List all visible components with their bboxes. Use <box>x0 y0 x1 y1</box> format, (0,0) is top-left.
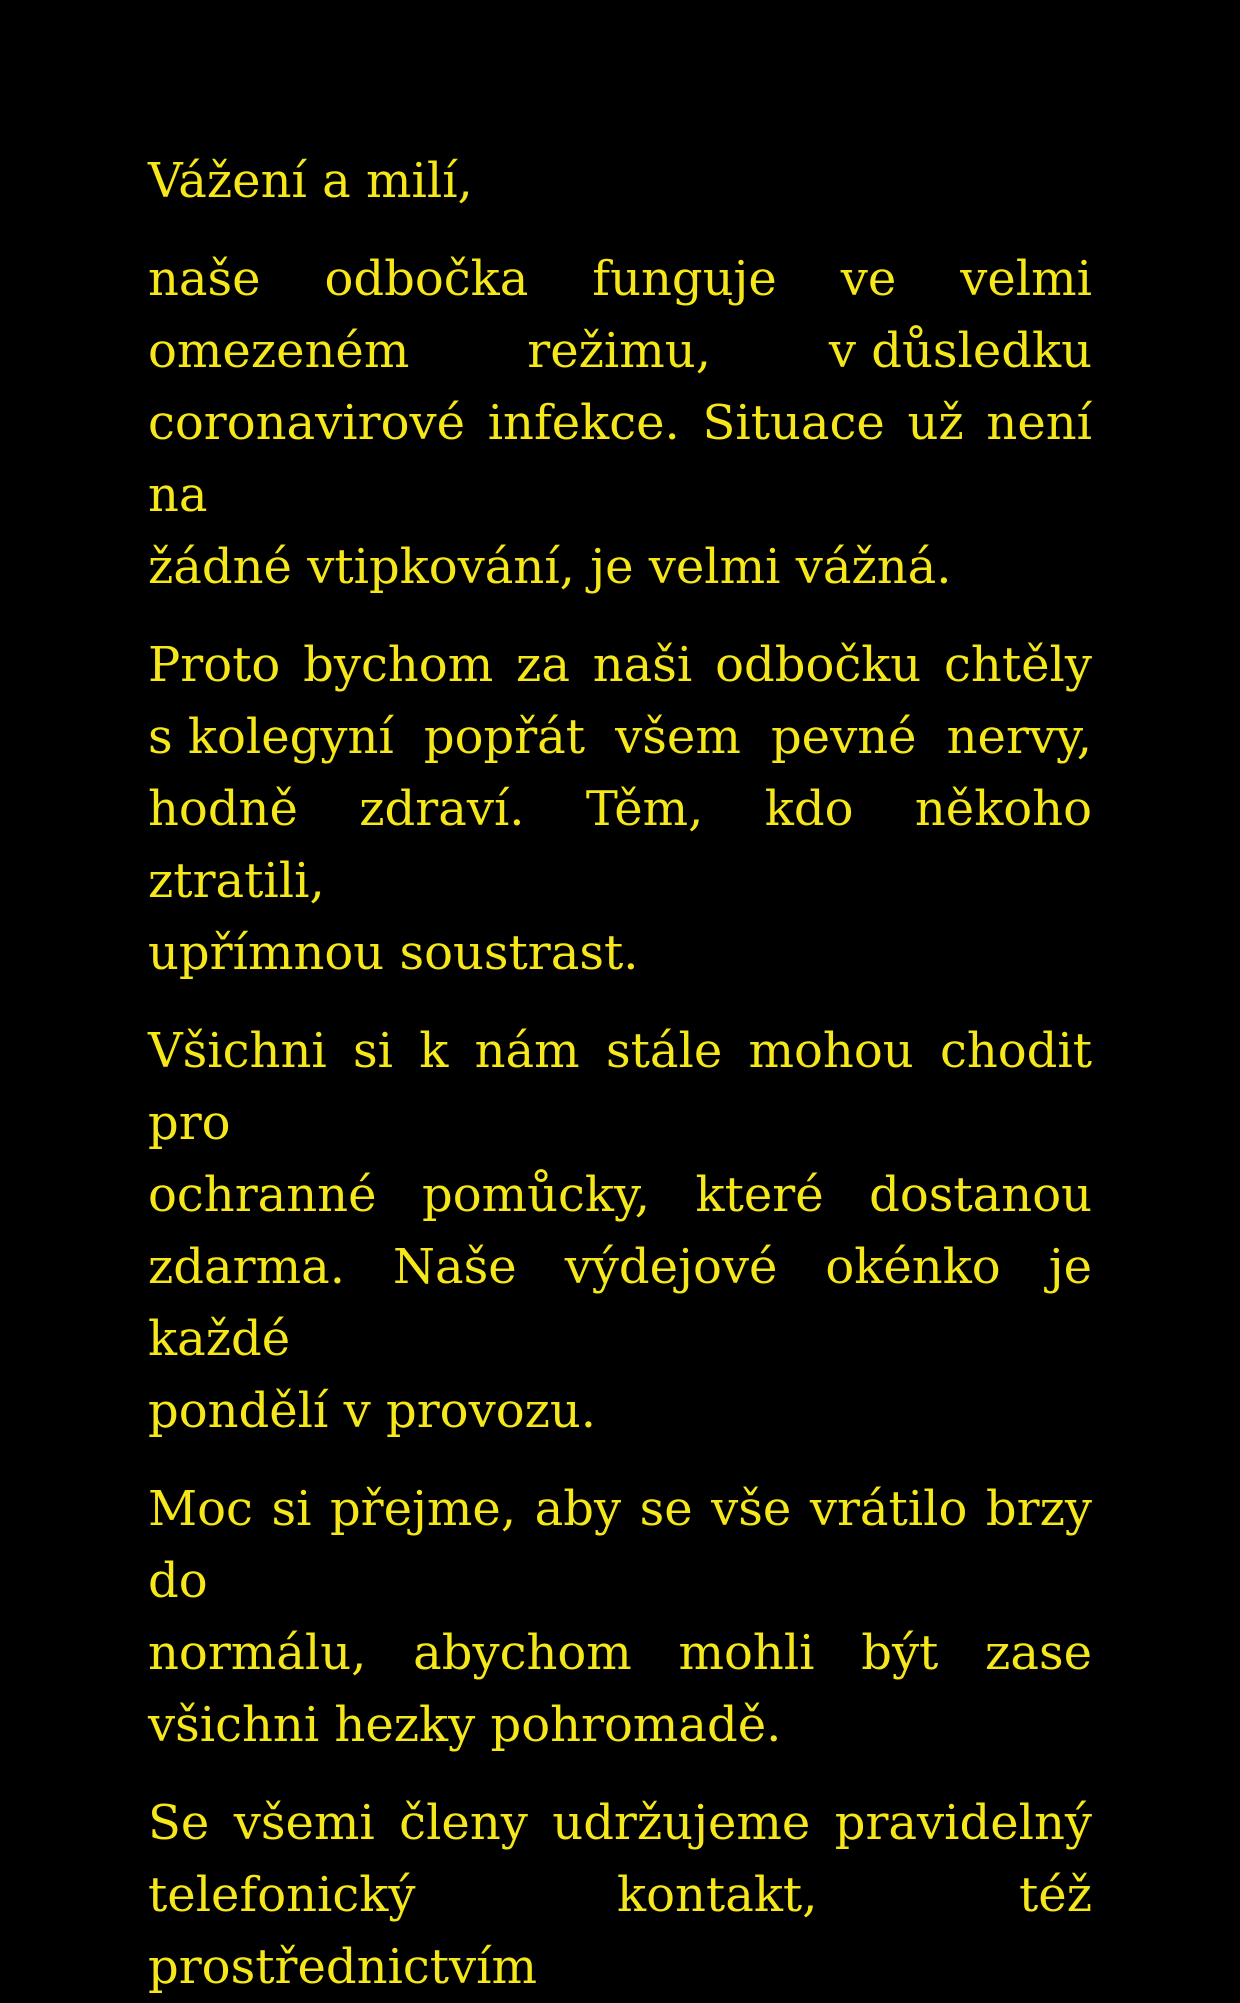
paragraph-protective-equipment <box>148 1015 1092 1447</box>
text-line: omezeném režimu, v důsledku <box>148 323 1092 379</box>
text-line: zdarma. Naše výdejové okénko je každé <box>148 1239 1092 1367</box>
paragraph-back-to-normal <box>148 1473 1092 1761</box>
text-line: všichni hezky pohromadě. <box>148 1697 782 1753</box>
text-line: Všichni si k nám stále mohou chodit pro <box>148 1023 1092 1151</box>
text-line: žádné vtipkování, je velmi vážná. <box>148 539 952 595</box>
text-line: Proto bychom za naši odbočku chtěly <box>148 637 1092 693</box>
paragraph-operation-limited <box>148 243 1092 603</box>
text-line: upřímnou soustrast. <box>148 925 639 981</box>
text-line: Moc si přejme, aby se vše vrátilo brzy do <box>148 1481 1092 1609</box>
paragraph-wishes <box>148 629 1092 989</box>
salutation <box>148 145 1092 217</box>
text-line: normálu, abychom mohli být zase <box>148 1625 1092 1681</box>
text-line: coronavirové infekce. Situace už není na <box>148 395 1092 523</box>
text-line: hodně zdraví. Těm, kdo někoho ztratili, <box>148 781 1092 909</box>
text-line: Vážení a milí, <box>148 153 473 209</box>
text-line: Se všemi členy udržujeme pravidelný <box>148 1795 1092 1851</box>
text-line: pondělí v provozu. <box>148 1383 597 1439</box>
text-line: naše odbočka funguje ve velmi <box>148 251 1092 307</box>
letter-body <box>148 145 1092 2003</box>
text-line: s kolegyní popřát všem pevné nervy, <box>148 709 1092 765</box>
text-line: telefonický kontakt, též prostřednictvím <box>148 1867 1092 1995</box>
paragraph-phone-contact <box>148 1787 1092 2003</box>
text-line: ochranné pomůcky, které dostanou <box>148 1167 1092 1223</box>
